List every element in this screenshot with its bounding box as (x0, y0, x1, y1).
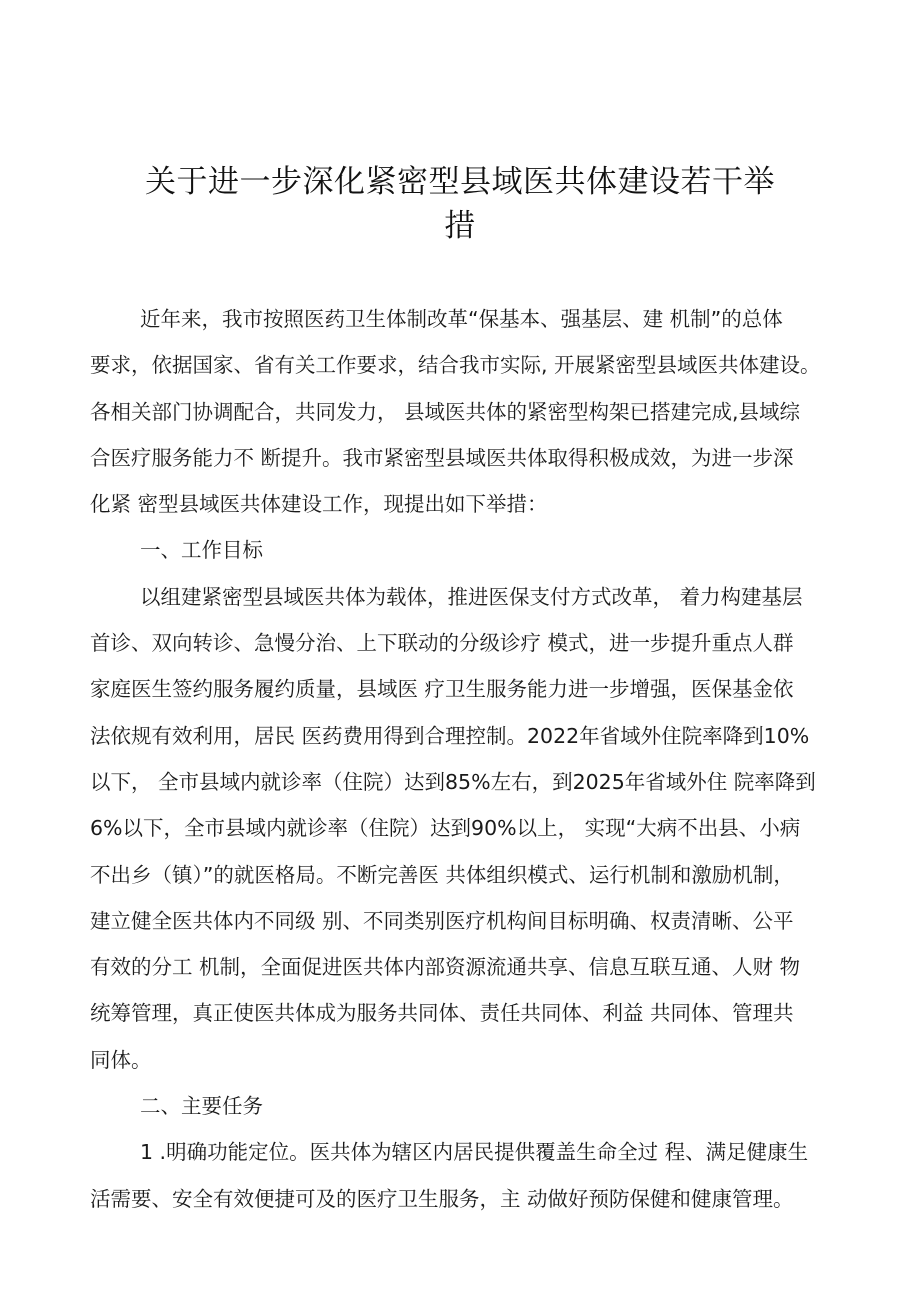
section-heading: 一、工作目标 (140, 538, 263, 563)
paragraph-line: 家庭医生签约服务履约质量，县域医 疗卫生服务能力进一步增强，医保基金依 (90, 677, 794, 702)
paragraph-line: 同体。 (90, 1047, 152, 1072)
paragraph-line: 不出乡（镇）”的就医格局。不断完善医 共体组织模式、运行机制和激励机制， (90, 862, 794, 887)
paragraph-line: 1 .明确功能定位。医共体为辖区内居民提供覆盖生命全过 程、满足健康生 (140, 1140, 809, 1165)
paragraph-line: 合医疗服务能力不 断提升。我市紧密型县域医共体取得积极成效，为进一步深 (90, 445, 794, 470)
paragraph-line: 要求，依据国家、省有关工作要求，结合我市实际, 开展紧密型县域医共体建设。 (90, 353, 821, 378)
section-heading: 二、主要任务 (140, 1094, 263, 1119)
paragraph-line: 6%以下，全市县域内就诊率（住院）达到90%以上， 实现“大病不出县、小病 (90, 816, 801, 841)
paragraph-line: 有效的分工 机制，全面促进医共体内部资源流通共享、信息互联互通、人财 物 (90, 955, 801, 980)
paragraph-line: 统筹管理，真正使医共体成为服务共同体、责任共同体、利益 共同体、管理共 (90, 1001, 794, 1026)
paragraph-line: 近年来，我市按照医药卫生体制改革“保基本、强基层、建 机制”的总体 (140, 307, 783, 331)
paragraph-line: 建立健全医共体内不同级 别、不同类别医疗机构间目标明确、权责清晰、公平 (90, 908, 794, 933)
document-body (90, 296, 840, 1222)
document-title-line-2: 措 (444, 208, 476, 244)
paragraph-line: 各相关部门协调配合，共同发力， 县域医共体的紧密型构架已搭建完成,县域综 (90, 399, 801, 424)
paragraph-line: 以下， 全市县域内就诊率（住院）达到85%左右，到2025年省域外住 院率降到 (90, 769, 816, 794)
paragraph-line: 活需要、安全有效便捷可及的医疗卫生服务，主 动做好预防保健和健康管理。 (90, 1186, 794, 1211)
paragraph-line: 法依规有效利用，居民 医药费用得到合理控制。2022年省域外住院率降到10% (90, 723, 810, 748)
paragraph-line: 首诊、双向转诊、急慢分治、上下联动的分级诊疗 模式，进一步提升重点人群 (90, 631, 794, 656)
paragraph-line: 化紧 密型县域医共体建设工作，现提出如下举措： (90, 492, 548, 517)
document-title-line-1: 关于进一步深化紧密型县域医共体建设若干举 (145, 164, 775, 200)
paragraph-line: 以组建紧密型县域医共体为载体，推进医保支付方式改革， 着力构建基层 (140, 584, 803, 609)
